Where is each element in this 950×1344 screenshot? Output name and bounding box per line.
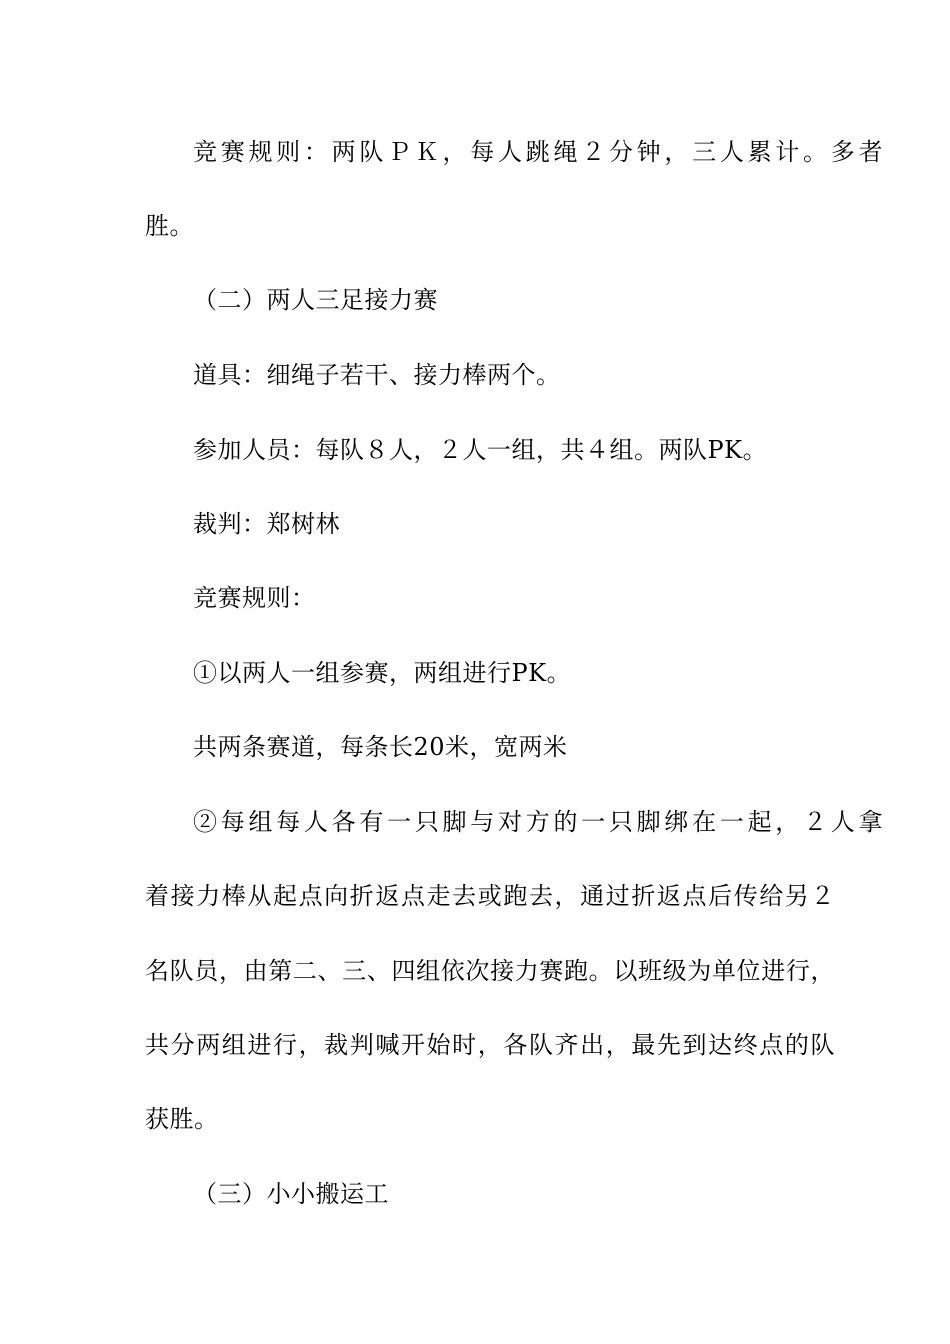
paragraph-line: 参加人员：每队８人，２人一组，共４组。两队PK。 <box>193 436 768 464</box>
paragraph-line: 共分两组进行，裁判喊开始时，各队齐出，最先到达终点的队 <box>145 1031 835 1059</box>
section-heading: （二）两人三足接力赛 <box>193 286 438 314</box>
paragraph-line: 名队员，由第二、三、四组依次接力赛跑。以班级为单位进行， <box>145 957 835 985</box>
paragraph-line: 着接力棒从起点向折返点走去或跑去，通过折返点后传给另２ <box>145 882 835 910</box>
paragraph-line: 竞赛规则： <box>193 584 316 612</box>
paragraph-line: 胜。 <box>145 212 194 240</box>
paragraph-line: 道具：细绳子若干、接力棒两个。 <box>193 361 561 389</box>
paragraph-line: 获胜。 <box>145 1105 219 1133</box>
section-heading: （三）小小搬运工 <box>193 1180 389 1208</box>
paragraph-line: ②每组每人各有一只脚与对方的一只脚绑在一起，２人拿 <box>193 808 883 836</box>
paragraph-line: ①以两人一组参赛，两组进行PK。 <box>193 659 572 687</box>
paragraph-line: 裁判：郑树林 <box>193 510 340 538</box>
paragraph-line: 共两条赛道，每条长20米，宽两米 <box>193 733 568 761</box>
paragraph-line: 竞赛规则：两队ＰＫ，每人跳绳２分钟，三人累计。多者 <box>193 138 883 166</box>
